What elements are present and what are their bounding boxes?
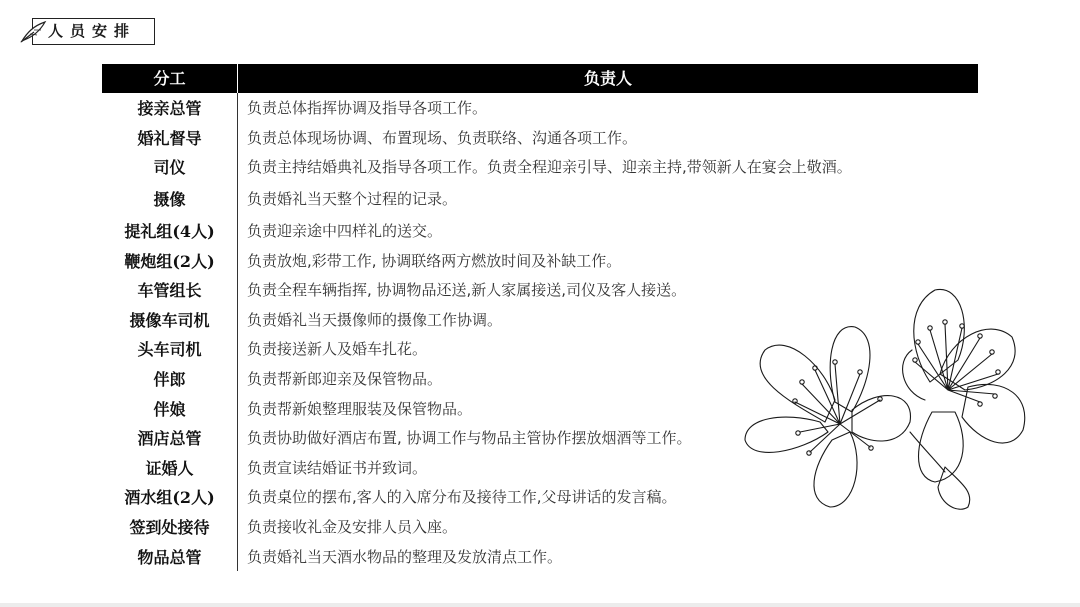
responsibility-cell: 负责协助做好酒店布置, 协调工作与物品主管协作摆放烟酒等工作。 — [247, 429, 692, 448]
staff-table — [102, 64, 978, 571]
bottom-band — [0, 603, 1080, 607]
responsibility-cell: 负责放炮,彩带工作, 协调联络两方燃放时间及补缺工作。 — [247, 251, 622, 270]
table-row — [102, 453, 978, 483]
table-row — [102, 541, 978, 571]
responsibility-cell: 负责主持结婚典礼及指导各项工作。负责全程迎亲引导、迎亲主持,带领新人在宴会上敬酒。 — [247, 158, 852, 177]
section-header — [18, 18, 155, 45]
role-cell: 车管组长 — [137, 281, 202, 301]
role-cell: 鞭炮组(2人) — [124, 251, 215, 271]
role-cell: 证婚人 — [145, 458, 194, 478]
role-cell: 头车司机 — [137, 340, 202, 360]
page-title: 人员安排 — [48, 22, 137, 40]
table-row — [102, 216, 978, 246]
responsibility-cell: 负责帮新娘整理服装及保管物品。 — [247, 399, 473, 418]
responsibility-cell: 负责婚礼当天摄像师的摄像工作协调。 — [247, 310, 503, 329]
role-cell: 伴娘 — [153, 399, 186, 419]
table-row — [102, 305, 978, 335]
role-cell: 提礼组(4人) — [124, 222, 215, 242]
table-row — [102, 93, 978, 123]
responsibility-cell: 负责总体指挥协调及指导各项工作。 — [247, 99, 488, 118]
responsibility-cell: 负责迎亲途中四样礼的送交。 — [247, 222, 443, 241]
table-row — [102, 123, 978, 153]
table-row — [102, 482, 978, 512]
table-header — [102, 64, 978, 93]
responsibility-cell: 负责婚礼当天酒水物品的整理及发放清点工作。 — [247, 547, 563, 566]
table-row — [102, 334, 978, 364]
role-cell: 婚礼督导 — [137, 128, 202, 148]
responsibility-cell: 负责宣读结婚证书并致词。 — [247, 458, 428, 477]
table-row — [102, 364, 978, 394]
table-row — [102, 393, 978, 423]
table-row — [102, 512, 978, 542]
responsibility-cell: 负责全程车辆指挥, 协调物品还送,新人家属接送,司仪及客人接送。 — [247, 281, 687, 300]
role-cell: 摄像车司机 — [129, 310, 210, 330]
role-cell: 伴郎 — [153, 370, 186, 390]
column-header-responsibility: 负责人 — [583, 69, 632, 88]
table-row — [102, 152, 978, 182]
table-row — [102, 245, 978, 275]
responsibility-cell: 负责接送新人及婚车扎花。 — [247, 340, 428, 359]
role-cell: 摄像 — [153, 190, 186, 210]
role-cell: 酒店总管 — [137, 429, 202, 449]
role-cell: 签到处接待 — [129, 518, 210, 538]
table-row — [102, 423, 978, 453]
role-cell: 物品总管 — [137, 547, 202, 567]
feather-icon — [18, 20, 48, 44]
table-row — [102, 275, 978, 305]
responsibility-cell: 负责婚礼当天整个过程的记录。 — [247, 190, 458, 209]
table-body — [102, 93, 978, 571]
table-row — [102, 182, 978, 216]
responsibility-cell: 负责接收礼金及安排人员入座。 — [247, 518, 458, 537]
role-cell: 司仪 — [153, 158, 186, 178]
responsibility-cell: 负责桌位的摆布,客人的入席分布及接待工作,父母讲话的发言稿。 — [247, 488, 677, 507]
responsibility-cell: 负责帮新郎迎亲及保管物品。 — [247, 370, 443, 389]
role-cell: 酒水组(2人) — [124, 488, 215, 508]
column-header-role: 分工 — [102, 64, 238, 93]
responsibility-cell: 负责总体现场协调、布置现场、负责联络、沟通各项工作。 — [247, 128, 638, 147]
role-cell: 接亲总管 — [137, 99, 202, 119]
